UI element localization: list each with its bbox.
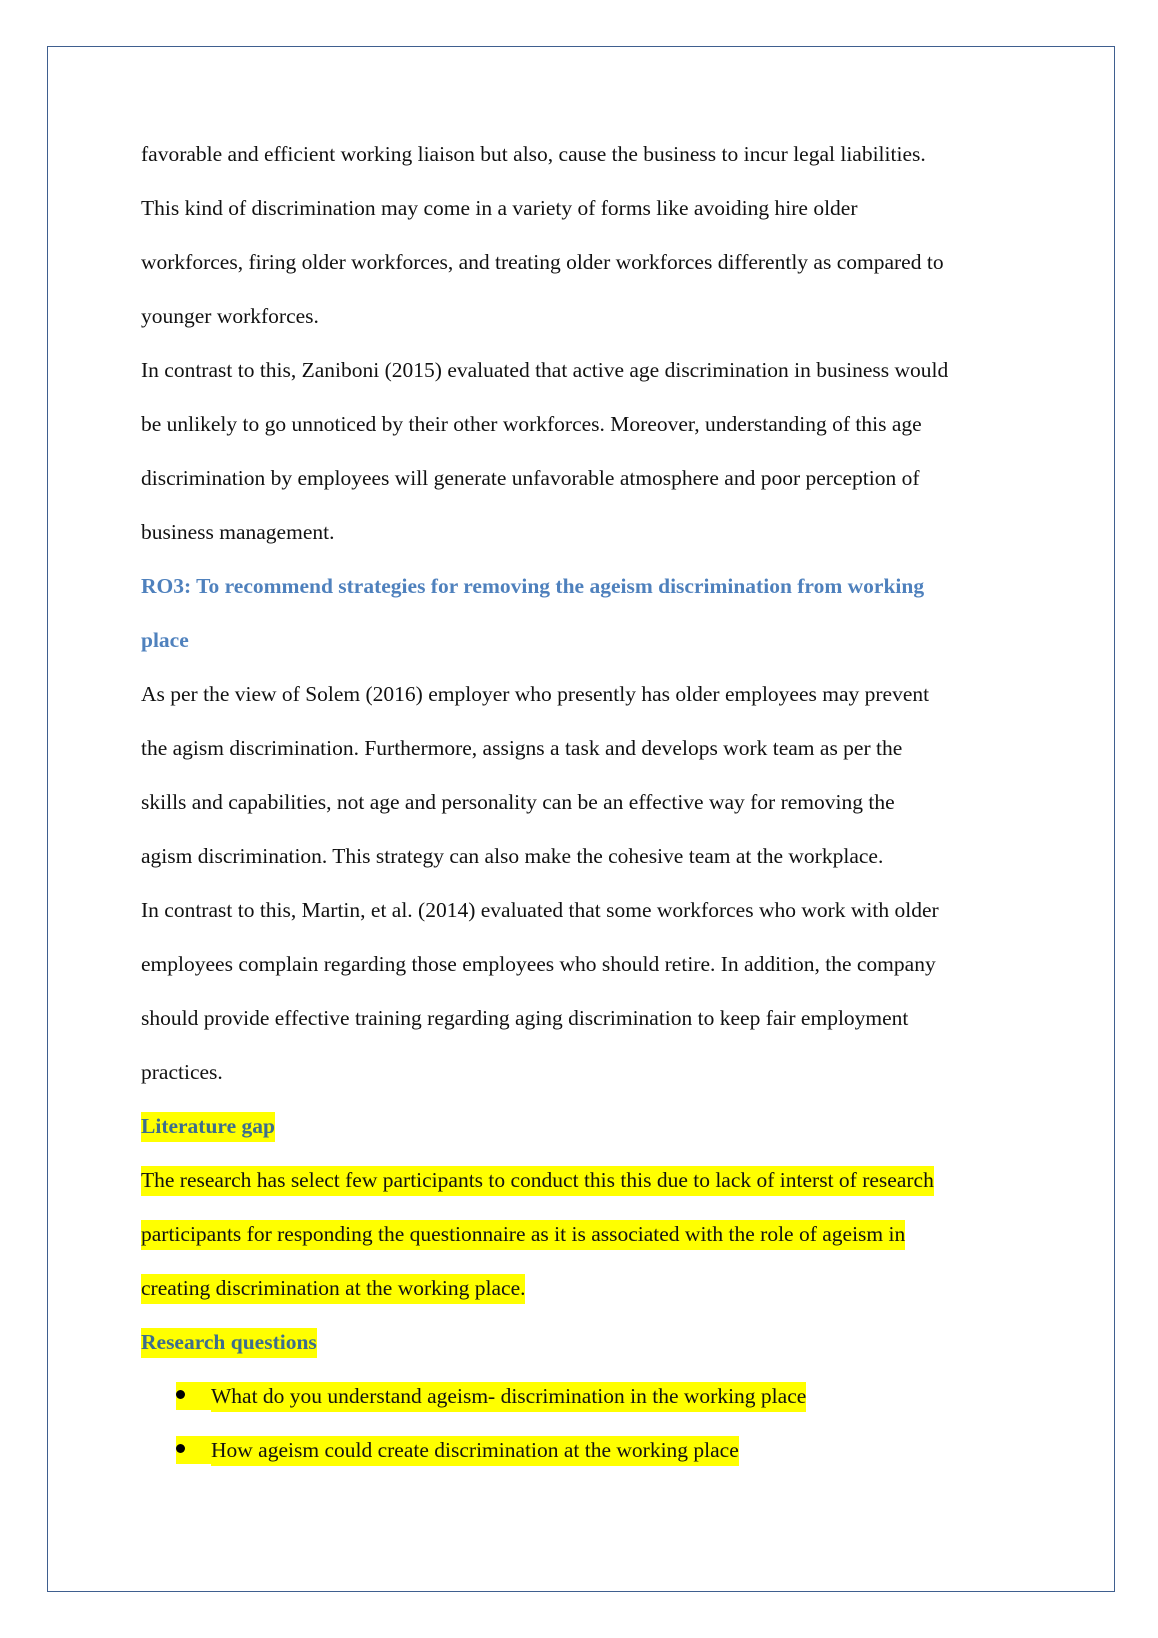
paragraph-3 [141,667,1041,883]
heading-line: RO3: To recommend strategies for removing the ageism discrimination from working [141,574,925,598]
text-line: As per the view of Solem (2016) employer who presently has older employees may prevent [141,682,930,706]
highlighted-text-line: creating discrimination at the working place. [141,1274,525,1304]
research-questions-heading: Research questions [141,1328,317,1358]
text-line: practices. [141,1060,223,1084]
paragraph-4 [141,883,1041,1099]
list-item-text: How ageism could create discrimination at the working place [211,1436,739,1466]
paragraph-2 [141,343,1041,559]
text-line: In contrast to this, Zaniboni (2015) evaluated that active age discrimination in business would [141,358,949,382]
literature-gap-paragraph [141,1153,1041,1315]
ro3-heading [141,559,1041,667]
research-questions-heading-row [141,1315,1041,1369]
text-line: employees complain regarding those employees who should retire. In addition, the company [141,952,936,976]
bullet-icon [176,1382,211,1410]
research-questions-list [141,1369,1041,1477]
list-item [141,1369,1041,1423]
text-line: should provide effective training regarding aging discrimination to keep fair employment [141,1006,909,1030]
literature-gap-heading-row [141,1099,1041,1153]
literature-gap-heading: Literature gap [141,1112,275,1142]
text-line: workforces, firing older workforces, and treating older workforces differently as compared to [141,250,944,274]
text-line: be unlikely to go unnoticed by their other workforces. Moreover, understanding of this age [141,412,922,436]
text-line: In contrast to this, Martin, et al. (2014) evaluated that some workforces who work with older [141,898,939,922]
text-line: skills and capabilities, not age and personality can be an effective way for removing the [141,790,895,814]
text-line: This kind of discrimination may come in a variety of forms like avoiding hire older [141,196,858,220]
heading-line: place [141,628,189,652]
text-line: discrimination by employees will generate unfavorable atmosphere and poor perception of [141,466,920,490]
text-line: younger workforces. [141,304,319,328]
list-item-text: What do you understand ageism- discrimination in the working place [211,1382,806,1412]
list-item [141,1423,1041,1477]
text-line: the agism discrimination. Furthermore, assigns a task and develops work team as per the [141,736,903,760]
text-line: business management. [141,520,335,544]
document-body [141,127,1041,1477]
paragraph-1 [141,127,1041,343]
text-line: favorable and efficient working liaison but also, cause the business to incur legal liabilities. [141,142,926,166]
bullet-icon [176,1436,211,1464]
text-line: agism discrimination. This strategy can also make the cohesive team at the workplace. [141,844,884,868]
highlighted-text-line: The research has select few participants to conduct this this due to lack of interst of research [141,1166,934,1196]
highlighted-text-line: participants for responding the questionnaire as it is associated with the role of ageism in [141,1220,905,1250]
